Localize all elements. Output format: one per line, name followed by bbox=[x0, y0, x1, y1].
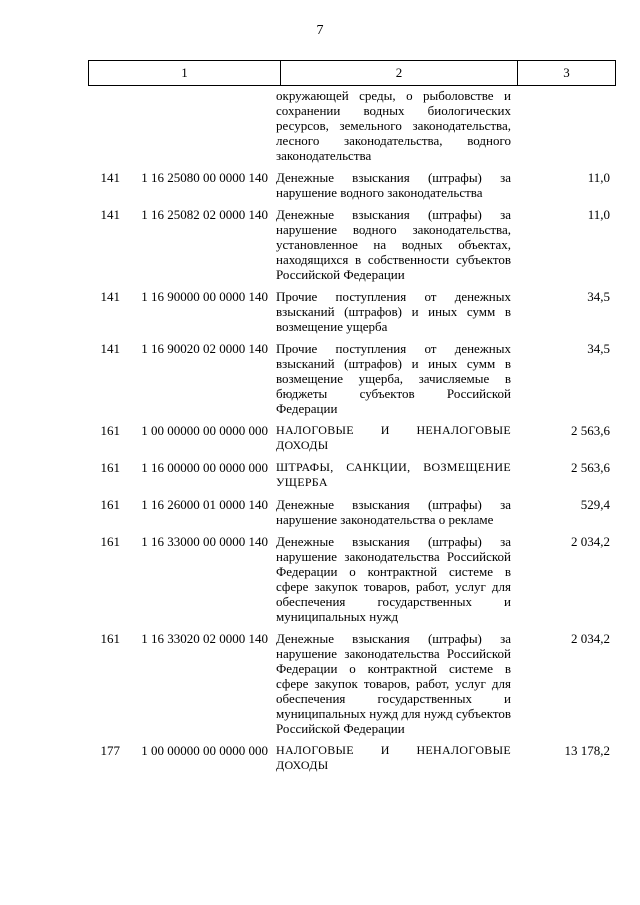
income-name: Денежные взыскания (штрафы) за нарушение водного законодательства, установленное на водных объектах, находящихся в собственности субъектов Российской Федерации bbox=[276, 207, 511, 282]
table-body bbox=[88, 88, 616, 780]
income-name: НАЛОГОВЫЕ И НЕНАЛОГОВЫЕ ДОХОДЫ bbox=[276, 743, 511, 772]
table-row bbox=[88, 170, 616, 200]
admin-code: 141 bbox=[100, 341, 120, 356]
admin-code: 161 bbox=[100, 460, 120, 475]
amount: 529,4 bbox=[580, 497, 610, 512]
header-row bbox=[89, 61, 616, 86]
admin-code: 177 bbox=[100, 743, 120, 758]
budget-code: 1 16 25082 02 0000 140 bbox=[141, 207, 268, 222]
table-row bbox=[88, 88, 616, 163]
admin-code: 161 bbox=[100, 534, 120, 549]
table-row bbox=[88, 497, 616, 527]
amount: 34,5 bbox=[587, 341, 610, 356]
header-col-2: 2 bbox=[281, 61, 518, 86]
table-row bbox=[88, 743, 616, 773]
admin-code: 161 bbox=[100, 631, 120, 646]
budget-code: 1 16 25080 00 0000 140 bbox=[141, 170, 268, 185]
amount: 11,0 bbox=[587, 207, 610, 222]
table-row bbox=[88, 460, 616, 490]
amount: 2 563,6 bbox=[571, 423, 610, 438]
table-row bbox=[88, 534, 616, 624]
page-number: 7 bbox=[316, 23, 324, 38]
budget-code: 1 16 90000 00 0000 140 bbox=[141, 289, 268, 304]
header-col-1: 1 bbox=[89, 61, 281, 86]
amount: 2 563,6 bbox=[571, 460, 610, 475]
income-name: Прочие поступления от денежных взысканий (штрафов) и иных сумм в возмещение ущерба, зачисляемые в бюджеты субъектов Российской Федерации bbox=[276, 341, 511, 416]
income-name: Денежные взыскания (штрафы) за нарушение законодательства Российской Федерации о контрактной системе в сфере закупок товаров, работ, услуг для обеспечения государственных и муниципальных нужд для нужд субъектов Российской Федерации bbox=[276, 631, 511, 736]
header-col-3: 3 bbox=[518, 61, 616, 86]
table-row bbox=[88, 631, 616, 736]
table-row bbox=[88, 423, 616, 453]
admin-code: 161 bbox=[100, 497, 120, 512]
budget-code: 1 00 00000 00 0000 000 bbox=[141, 423, 268, 438]
income-name: Денежные взыскания (штрафы) за нарушение законодательства Российской Федерации о контрактной системе в сфере закупок товаров, работ, услуг для обеспечения государственных и муниципальных нужд bbox=[276, 534, 511, 624]
amount: 2 034,2 bbox=[571, 631, 610, 646]
budget-code: 1 16 33000 00 0000 140 bbox=[141, 534, 268, 549]
admin-code: 141 bbox=[100, 207, 120, 222]
table-row bbox=[88, 207, 616, 282]
budget-code: 1 16 90020 02 0000 140 bbox=[141, 341, 268, 356]
budget-code: 1 16 00000 00 0000 000 bbox=[141, 460, 268, 475]
admin-code: 141 bbox=[100, 289, 120, 304]
income-name: ШТРАФЫ, САНКЦИИ, ВОЗМЕЩЕНИЕ УЩЕРБА bbox=[276, 460, 511, 489]
budget-code: 1 00 00000 00 0000 000 bbox=[141, 743, 268, 758]
income-name: Прочие поступления от денежных взысканий (штрафов) и иных сумм в возмещение ущерба bbox=[276, 289, 511, 334]
income-name: Денежные взыскания (штрафы) за нарушение законодательства о рекламе bbox=[276, 497, 511, 527]
table-row bbox=[88, 289, 616, 334]
budget-code: 1 16 26000 01 0000 140 bbox=[141, 497, 268, 512]
admin-code: 141 bbox=[100, 170, 120, 185]
amount: 11,0 bbox=[587, 170, 610, 185]
budget-code: 1 16 33020 02 0000 140 bbox=[141, 631, 268, 646]
income-name: окружающей среды, о рыболовстве и сохранении водных биологических ресурсов, земельного законодательства, лесного законодательства, водного законодательства bbox=[276, 88, 511, 163]
column-header-table bbox=[88, 60, 616, 86]
income-name: НАЛОГОВЫЕ И НЕНАЛОГОВЫЕ ДОХОДЫ bbox=[276, 423, 511, 452]
income-name: Денежные взыскания (штрафы) за нарушение водного законодательства bbox=[276, 170, 511, 200]
amount: 34,5 bbox=[587, 289, 610, 304]
amount: 2 034,2 bbox=[571, 534, 610, 549]
amount: 13 178,2 bbox=[564, 743, 610, 758]
table-row bbox=[88, 341, 616, 416]
admin-code: 161 bbox=[100, 423, 120, 438]
